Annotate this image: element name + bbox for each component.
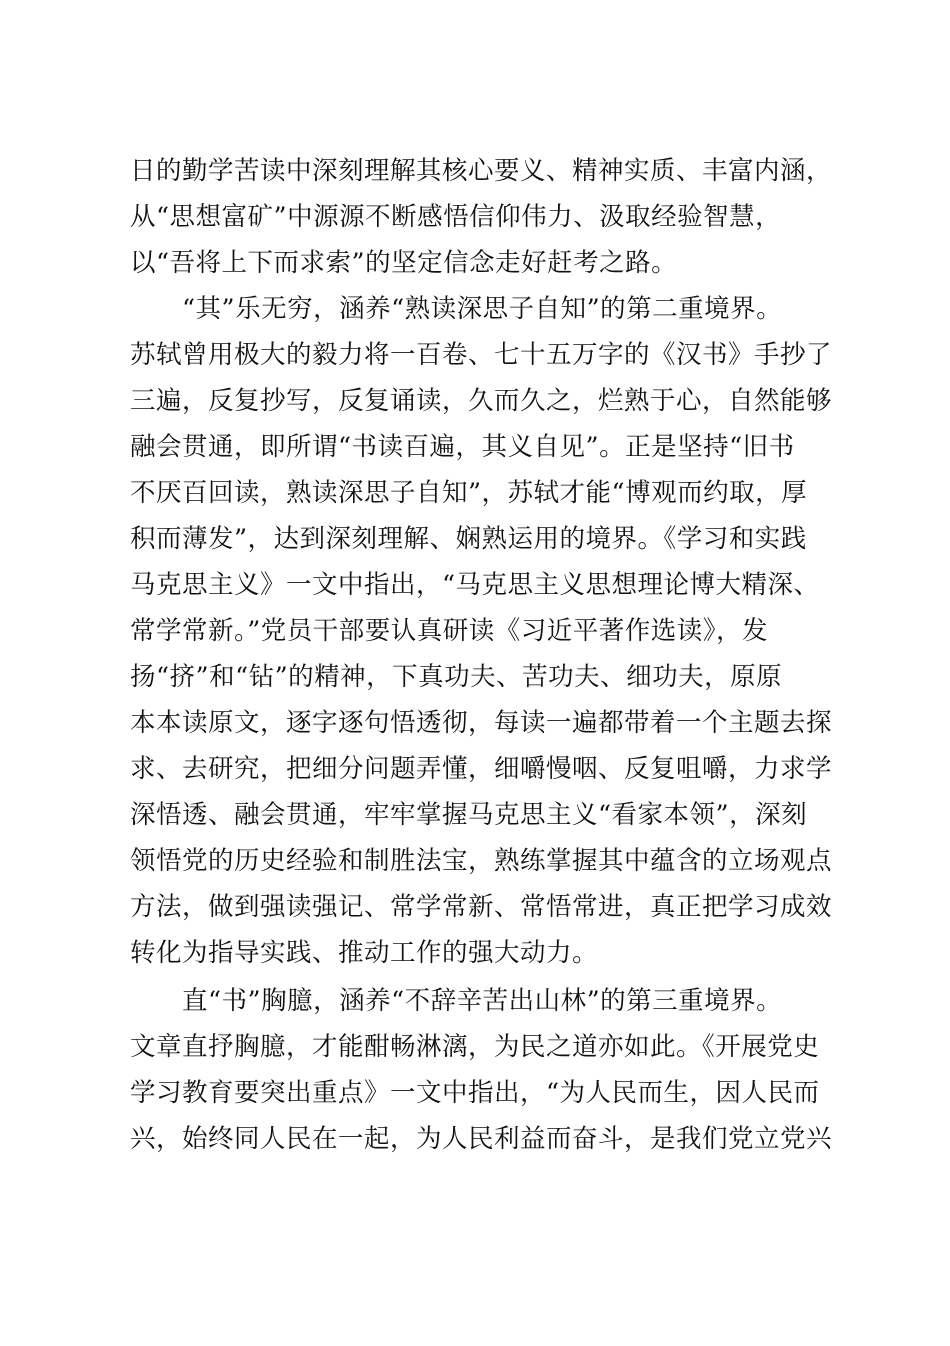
text-line: 马克思主义》一文中指出，“马克思主义思想理论博大精深、 xyxy=(130,570,820,600)
paragraph-first-line: 直“书”胸臆，涵养“不辞辛苦出山林”的第三重境界。 xyxy=(182,986,783,1016)
text-line: 领悟党的历史经验和制胜法宝，熟练掌握其中蕴含的立场观点 xyxy=(130,846,833,876)
text-line: 兴，始终同人民在一起，为人民利益而奋斗，是我们党立党兴 xyxy=(130,1124,833,1154)
text-line: 融会贯通，即所谓“书读百遍，其义自见”。正是坚持“旧书 xyxy=(130,432,795,462)
text-line: 转化为指导实践、推动工作的强大动力。 xyxy=(130,938,599,968)
text-line: 学习教育要突出重点》一文中指出，“为人民而生，因人民而 xyxy=(130,1078,820,1108)
text-line: 扬“挤”和“钻”的精神，下真功夫、苦功夫、细功夫，原原 xyxy=(130,662,783,692)
text-line: 日的勤学苦读中深刻理解其核心要义、精神实质、丰富内涵， xyxy=(130,156,833,186)
text-line: 从“思想富矿”中源源不断感悟信仰伟力、汲取经验智慧， xyxy=(130,202,782,232)
paragraph-first-line: “其”乐无穷，涵养“熟读深思子自知”的第二重境界。 xyxy=(182,294,783,324)
text-line: 积而薄发”，达到深刻理解、娴熟运用的境界。《学习和实践 xyxy=(130,524,807,554)
text-line: 三遍，反复抄写，反复诵读，久而久之，烂熟于心，自然能够 xyxy=(130,386,833,416)
text-line: 本本读原文，逐字逐句悟透彻，每读一遍都带着一个主题去探 xyxy=(130,708,833,738)
text-line: 深悟透、融会贯通，牢牢掌握马克思主义“看家本领”，深刻 xyxy=(130,800,808,830)
text-line: 苏轼曾用极大的毅力将一百卷、七十五万字的《汉书》手抄了 xyxy=(130,340,833,370)
text-line: 不厌百回读，熟读深思子自知”，苏轼才能“博观而约取，厚 xyxy=(130,478,808,508)
text-line: 方法，做到强读强记、常学常新、常悟常进，真正把学习成效 xyxy=(130,892,833,922)
text-line: 以“吾将上下而求索”的坚定信念走好赶考之路。 xyxy=(130,248,678,278)
text-line: 常学常新。”党员干部要认真研读《习近平著作选读》，发 xyxy=(130,616,769,646)
text-line: 文章直抒胸臆，才能酣畅淋漓，为民之道亦如此。《开展党史 xyxy=(130,1032,820,1062)
body-text xyxy=(130,148,833,1162)
text-line: 求、去研究，把细分问题弄懂，细嚼慢咽、反复咀嚼，力求学 xyxy=(130,754,833,784)
